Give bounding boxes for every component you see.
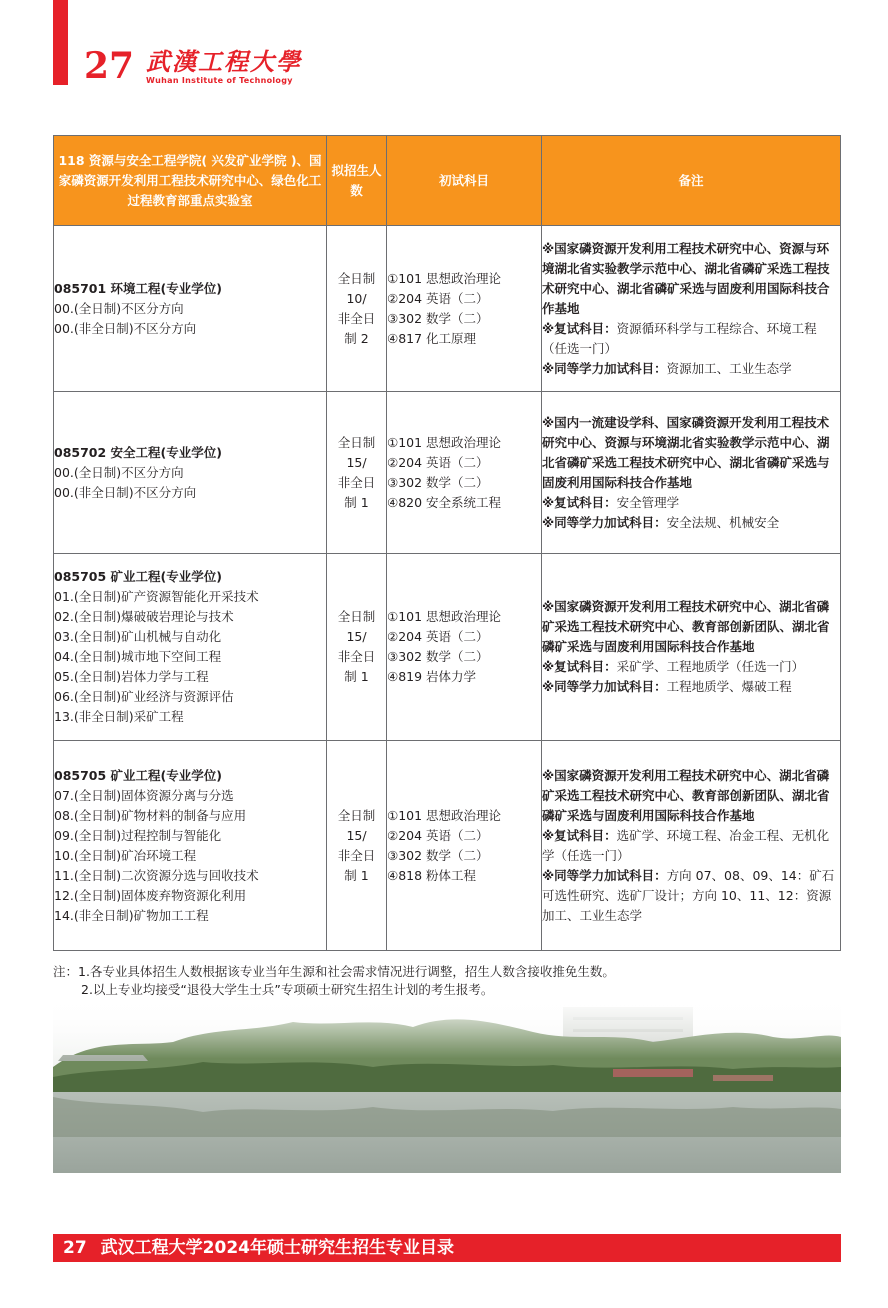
retest-subjects: 资源循环科学与工程综合、环境工程（任选一门）	[542, 320, 817, 356]
table-row	[54, 741, 841, 951]
header-department: 118 资源与安全工程学院( 兴发矿业学院 )、国家磷资源开发利用工程技术研究中心、绿色化工过程教育部重点实验室	[54, 136, 327, 226]
exam-subject: ③302 数学（二）	[387, 474, 489, 490]
direction-item: 04.(全日制)城市地下空间工程	[54, 649, 222, 664]
table-row	[54, 554, 841, 741]
retest-subjects: 安全管理学	[616, 494, 680, 510]
equivalent-label: ※同等学力加试科目：	[542, 679, 667, 694]
direction-item: 12.(全日制)固体废弃物资源化利用	[54, 887, 247, 903]
table-header-row	[54, 136, 841, 226]
quota-line: 全日制	[337, 807, 376, 823]
header-quota: 拟招生人数	[327, 136, 387, 226]
note-cell	[542, 741, 841, 951]
campus-lake-photo	[53, 997, 841, 1173]
footnote-2: 2.以上专业均接受“退役大学生士兵”专项硕士研究生招生计划的考生报考。	[81, 982, 494, 997]
direction-item: 03.(全日制)矿山机械与自动化	[54, 629, 222, 644]
note-cell	[542, 392, 841, 554]
footer-page-number: 27	[63, 1238, 87, 1258]
quota-line: 非全日	[337, 310, 376, 326]
quota-line: 制 1	[344, 867, 369, 883]
retest-label: ※复试科目：	[542, 320, 617, 336]
quota-line: 制 1	[344, 669, 369, 684]
exam-cell	[387, 554, 542, 741]
direction-item: 02.(全日制)爆破破岩理论与技术	[54, 609, 234, 624]
note-retest	[542, 826, 840, 866]
exam-subject: ③302 数学（二）	[387, 847, 489, 863]
exam-subject: ④818 粉体工程	[387, 867, 477, 883]
exam-subject: ②204 英语（二）	[387, 290, 489, 306]
exam-subject: ①101 思想政治理论	[387, 609, 502, 624]
header-note: 备注	[542, 136, 841, 226]
quota-line: 15/	[346, 827, 367, 843]
quota-cell	[327, 392, 387, 554]
note-retest	[542, 493, 840, 513]
note-cell	[542, 554, 841, 741]
quota-line: 非全日	[337, 649, 376, 664]
direction-item: 08.(全日制)矿物材料的制备与应用	[54, 807, 247, 823]
note-cell	[542, 226, 841, 392]
exam-subject: ③302 数学（二）	[387, 649, 489, 664]
retest-subjects: 采矿学、工程地质学（任选一门）	[616, 659, 805, 674]
note-platforms: ※国内一流建设学科、国家磷资源开发利用工程技术研究中心、资源与环境湖北省实验教学示范中心、湖北省磷矿采选工程技术研究中心、湖北省磷矿采选与固废利用国际科技合作基地	[542, 414, 830, 490]
exam-subject: ④817 化工原理	[387, 330, 477, 346]
direction-item: 10.(全日制)矿冶环境工程	[54, 847, 197, 863]
direction-item: 09.(全日制)过程控制与智能化	[54, 827, 222, 843]
table-row	[54, 392, 841, 554]
quota-cell	[327, 554, 387, 741]
equivalent-subjects: 工程地质学、爆破工程	[666, 679, 792, 694]
note-equivalent	[542, 513, 840, 533]
direction-item: 01.(全日制)矿产资源智能化开采技术	[54, 589, 259, 604]
note-equivalent	[542, 359, 840, 379]
direction-item: 14.(非全日制)矿物加工工程	[54, 907, 209, 923]
quota-line: 15/	[346, 629, 367, 644]
footer-bar	[53, 1234, 841, 1262]
program-catalog-table	[53, 135, 841, 951]
footnote-1: 注：1.各专业具体招生人数根据该专业当年生源和社会需求情况进行调整，招生人数含接收推免生数。	[53, 964, 615, 979]
quota-line: 10/	[346, 290, 367, 306]
equivalent-subjects: 方向 07、08、09、14：矿石可选性研究、选矿厂设计；方向 10、11、12：资源加工、工业生态学	[542, 867, 835, 923]
direction-item: 06.(全日制)矿业经济与资源评估	[54, 689, 234, 704]
quota-line: 全日制	[337, 609, 376, 624]
exam-subject: ④819 岩体力学	[387, 669, 477, 684]
exam-subject: ②204 英语（二）	[387, 827, 489, 843]
major-cell	[54, 392, 327, 554]
exam-subject: ②204 英语（二）	[387, 454, 489, 470]
direction-item: 05.(全日制)岩体力学与工程	[54, 669, 209, 684]
major-cell	[54, 226, 327, 392]
major-title: 085705 矿业工程(专业学位)	[54, 569, 222, 584]
header-exam: 初试科目	[387, 136, 542, 226]
note-platforms: ※国家磷资源开发利用工程技术研究中心、湖北省磷矿采选工程技术研究中心、教育部创新团队、湖北省磷矿采选与固废利用国际科技合作基地	[542, 599, 830, 654]
direction-item: 00.(非全日制)不区分方向	[54, 484, 197, 500]
equivalent-label: ※同等学力加试科目：	[542, 514, 667, 530]
exam-subject: ④820 安全系统工程	[387, 494, 502, 510]
page-number-top: 27	[84, 45, 135, 87]
footer-text	[63, 1234, 454, 1262]
note-platforms: ※国家磷资源开发利用工程技术研究中心、资源与环境湖北省实验教学示范中心、湖北省磷矿采选工程技术研究中心、湖北省磷矿采选与固废利用国际科技合作基地	[542, 240, 830, 316]
quota-line: 非全日	[337, 474, 376, 490]
quota-line: 15/	[346, 454, 367, 470]
quota-cell	[327, 741, 387, 951]
exam-cell	[387, 741, 542, 951]
exam-subject: ②204 英语（二）	[387, 629, 489, 644]
major-cell	[54, 554, 327, 741]
major-cell	[54, 741, 327, 951]
exam-subject: ①101 思想政治理论	[387, 434, 502, 450]
exam-subject: ①101 思想政治理论	[387, 807, 502, 823]
university-logo-english: Wuhan Institute of Technology	[146, 76, 293, 85]
equivalent-subjects: 资源加工、工业生态学	[666, 360, 792, 376]
quota-line: 制 2	[344, 330, 369, 346]
retest-label: ※复试科目：	[542, 659, 617, 674]
equivalent-label: ※同等学力加试科目：	[542, 360, 667, 376]
major-title: 085702 安全工程(专业学位)	[54, 444, 222, 460]
retest-subjects: 选矿学、环境工程、冶金工程、无机化学（任选一门）	[542, 827, 830, 863]
direction-item: 13.(非全日制)采矿工程	[54, 709, 184, 724]
note-platforms: ※国家磷资源开发利用工程技术研究中心、湖北省磷矿采选工程技术研究中心、教育部创新团队、湖北省磷矿采选与固废利用国际科技合作基地	[542, 767, 830, 823]
quota-line: 非全日	[337, 847, 376, 863]
note-retest	[542, 657, 840, 677]
table-row	[54, 226, 841, 392]
major-title: 085705 矿业工程(专业学位)	[54, 767, 222, 783]
top-red-bar	[53, 0, 68, 85]
retest-label: ※复试科目：	[542, 827, 617, 843]
equivalent-label: ※同等学力加试科目：	[542, 867, 667, 883]
exam-subject: ①101 思想政治理论	[387, 270, 502, 286]
major-title: 085701 环境工程(专业学位)	[54, 280, 222, 296]
footer-title: 武汉工程大学2024年硕士研究生招生专业目录	[100, 1238, 454, 1258]
note-equivalent	[542, 866, 840, 926]
direction-item: 07.(全日制)固体资源分离与分选	[54, 787, 234, 803]
direction-item: 00.(全日制)不区分方向	[54, 300, 184, 316]
direction-item: 00.(非全日制)不区分方向	[54, 320, 197, 336]
quota-line: 制 1	[344, 494, 369, 510]
direction-item: 11.(全日制)二次资源分选与回收技术	[54, 867, 259, 883]
university-logo: 武漢工程大學	[146, 47, 302, 76]
quota-line: 全日制	[337, 270, 376, 286]
note-retest	[542, 319, 840, 359]
equivalent-subjects: 安全法规、机械安全	[666, 514, 780, 530]
note-equivalent	[542, 677, 840, 697]
direction-item: 00.(全日制)不区分方向	[54, 464, 184, 480]
exam-cell	[387, 392, 542, 554]
quota-line: 全日制	[337, 434, 376, 450]
retest-label: ※复试科目：	[542, 494, 617, 510]
exam-cell	[387, 226, 542, 392]
exam-subject: ③302 数学（二）	[387, 310, 489, 326]
quota-cell	[327, 226, 387, 392]
